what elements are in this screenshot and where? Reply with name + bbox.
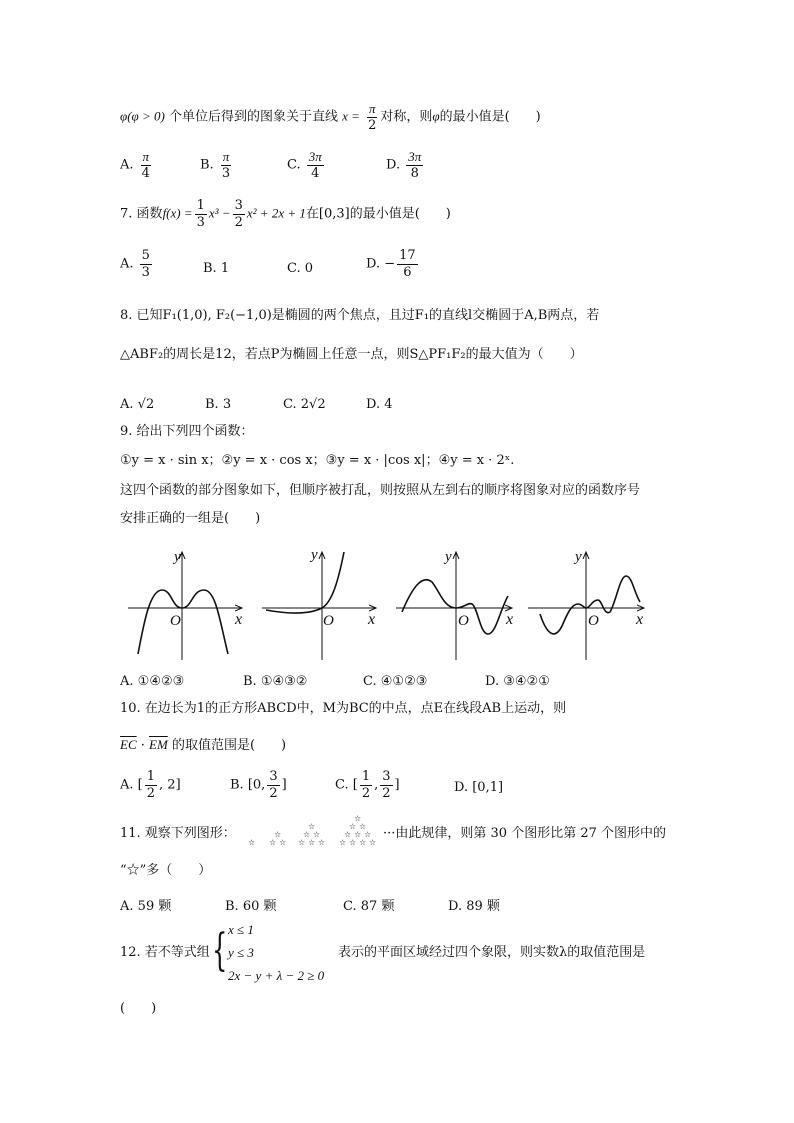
q11-option-d[interactable]: D. 89 颗 — [448, 899, 500, 914]
graph-4-origin: O — [588, 613, 599, 629]
graph-3-x-label: x — [506, 611, 514, 628]
graph-2-y-label: y — [311, 547, 318, 563]
q7-option-b[interactable]: B. 1 — [203, 261, 230, 276]
q12-ineq-2: y ≤ 3 — [228, 945, 254, 960]
q6-option-a[interactable]: A. $\frac{\pi}{4}$ — [120, 149, 150, 181]
q8-line2: △ABF₂的周长是12，若点P为椭圆上任意一点，则S△PF₁F₂的最大值为（ ） — [120, 347, 583, 362]
q6-eq: x = — [342, 108, 360, 124]
q9-option-b[interactable]: B. ①④③② — [243, 674, 308, 689]
system-brace: { — [212, 925, 228, 976]
q8-option-a[interactable]: A. √2 — [120, 397, 155, 412]
q9-line3: 这四个函数的部分图象如下，但顺序被打乱，则按照从左到右的顺序将图象对应的函数序号 — [120, 483, 641, 498]
q10-option-a[interactable]: A. [ $\frac{1}{2}$ , 2] — [120, 769, 181, 801]
q12-ineq-1: x ≤ 1 — [228, 922, 254, 937]
q9-option-d[interactable]: D. ③④②① — [485, 674, 550, 689]
graph-3 — [396, 549, 512, 660]
vector-em: $\overline{EM}$ — [149, 737, 168, 752]
q11-option-a[interactable]: A. 59 颗 — [120, 899, 172, 914]
graph-2-x-label: x — [368, 611, 376, 628]
q6-text3: 的最小值是( ) — [439, 109, 541, 125]
q6-option-d[interactable]: D. $\frac{3\pi}{8}$ — [386, 149, 422, 181]
q10-option-b[interactable]: B. [0, $\frac{3}{2}$ ] — [230, 769, 287, 801]
star-pattern: ☆ ☆ ☆ ☆ ☆ ☆ ☆ ☆ ☆ ☆ ☆ ☆ ☆ ☆ ☆ ☆ ☆ ☆ ☆ ☆ — [248, 814, 377, 847]
q11-text1: 11. 观察下列图形： — [120, 826, 236, 841]
q10-option-d[interactable]: D. [0,1] — [454, 780, 504, 795]
q6-prefix: φ(φ > 0) — [120, 108, 165, 124]
q9-line1: 9. 给出下列四个函数： — [120, 424, 254, 439]
q11-option-b[interactable]: B. 60 颗 — [225, 899, 277, 914]
q8-line1: 8. 已知F₁(1,0), F₂(−1,0)是椭圆的两个焦点，且过F₁的直线l交椭圆于A,B两点，若 — [120, 308, 600, 323]
graph-2-origin: O — [323, 613, 334, 629]
graph-4-x-label: x — [636, 611, 644, 628]
q7-option-c[interactable]: C. 0 — [287, 261, 314, 276]
q6-var: φ — [432, 108, 440, 124]
graph-3-origin: O — [458, 613, 469, 629]
q12-ineq-3: 2x − y + λ − 2 ≥ 0 — [228, 968, 325, 983]
star-fig1: ☆ — [248, 838, 256, 847]
q6-option-b[interactable]: B. $\frac{\pi}{3}$ — [200, 149, 231, 181]
q9-option-a[interactable]: A. ①④②③ — [120, 674, 185, 689]
q11-text2: ···由此规律，则第 30 个图形比第 27 个图形中的 — [383, 826, 667, 841]
graph-4-y-label: y — [575, 549, 582, 565]
graph-1-origin: O — [170, 613, 181, 629]
graph-1-y-label: y — [174, 549, 181, 565]
q10-option-c[interactable]: C. [ $\frac{1}{2}$ , $\frac{3}{2}$ ] — [335, 769, 400, 801]
q6-text1: 个单位后得到的图象关于直线 — [168, 109, 338, 125]
q9-line4: 安排正确的一组是( ) — [120, 511, 261, 526]
q8-option-d[interactable]: D. 4 — [366, 397, 393, 412]
graph-4 — [528, 549, 644, 660]
q11-option-c[interactable]: C. 87 颗 — [343, 899, 395, 914]
graph-1-x-label: x — [235, 611, 243, 628]
q7-option-a[interactable]: A. $\frac{5}{3}$ — [120, 248, 150, 280]
q10-line2: $\overline{EC} \cdot \overline{EM}$ 的取值范围是( ) — [120, 737, 287, 753]
q6-stem — [120, 102, 541, 132]
q12-line2: ( ) — [120, 1001, 157, 1016]
q11-line2: “☆”多（ ） — [120, 863, 212, 878]
q10-line1: 10. 在边长为1的正方形ABCD中，M为BC的中点，点E在线段AB上运动，则 — [120, 701, 567, 716]
q7-text1: 函数 — [136, 206, 163, 222]
q9-option-c[interactable]: C. ④①②③ — [363, 674, 428, 689]
q6-fraction: $\frac{\pi}{2}$ — [368, 101, 377, 133]
q9-line2: ①y = x · sin x；②y = x · cos x；③y = x · |cos x|；④y = x · 2ˣ. — [120, 453, 515, 468]
graph-3-y-label: y — [445, 549, 452, 565]
q7-number: 7. — [120, 206, 133, 222]
q7-stem: 7. 函数f(x) = $\frac{1}{3}$ x³ − $\frac{3}{2}$ x² + 2x + 1在[0,3]的最小值是( ) — [120, 198, 451, 230]
q7-option-d[interactable]: D. − $\frac{17}{6}$ — [366, 248, 416, 280]
vector-ec: $\overline{EC}$ — [120, 737, 137, 752]
q8-number: 8. — [120, 308, 133, 323]
q6-option-c[interactable]: C. $\frac{3\pi}{4}$ — [287, 149, 322, 181]
q8-option-c[interactable]: C. 2√2 — [283, 397, 326, 412]
q6-text2: 对称，则 — [380, 109, 433, 125]
graph-2 — [262, 552, 376, 660]
q12-text2: 表示的平面区域经过四个象限，则实数λ的取值范围是 — [338, 945, 646, 960]
graph-1 — [128, 549, 242, 660]
q8-option-b[interactable]: B. 3 — [205, 397, 232, 412]
q7-text2: 在[0,3]的最小值是( ) — [305, 206, 451, 222]
q12-text1: 12. 若不等式组 — [120, 945, 210, 960]
